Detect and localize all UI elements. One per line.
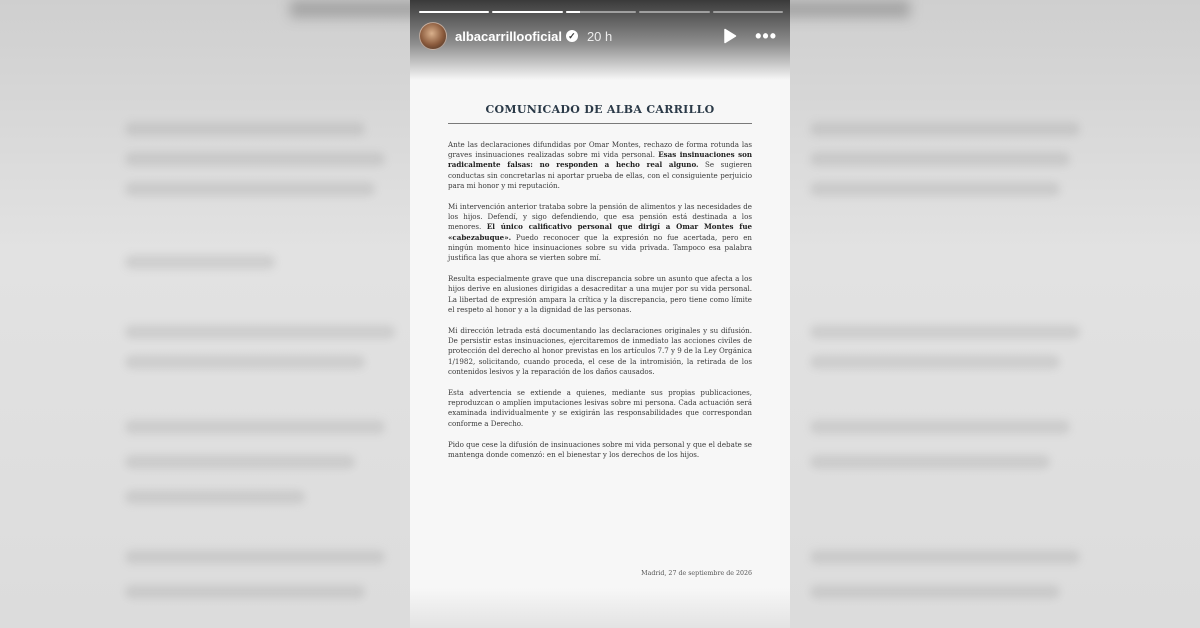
paragraph-bold-text: El único calificativo personal que dirigí a Omar Montes fue «cabezabuque».: [448, 222, 752, 242]
blurred-line: [125, 182, 375, 196]
paragraph: [448, 326, 752, 377]
time-ago: 20 h: [586, 28, 613, 44]
blurred-line: [810, 355, 1060, 369]
progress-fill: [419, 11, 489, 13]
progress-segment: [713, 11, 783, 13]
username[interactable]: albacarrillooficial: [455, 28, 562, 44]
progress-fill: [492, 11, 562, 13]
document-date: Madrid, 27 de septiembre de 2026: [641, 570, 752, 577]
paragraph-bold-text: Esas insinuaciones son radicalmente falsas: no responden a hecho real alguno.: [448, 150, 752, 170]
progress-segment: [492, 11, 562, 13]
paragraph-text: Resulta especialmente grave que una discrepancia sobre un asunto que afecta a los hijos derive en alusiones dirigidas a desacreditar a una mujer por su vida personal. La libertad de expresión ampara la crítica y la discrepancia, pero tiene como límite el respeto al honor y a la dignidad de las personas.: [448, 274, 752, 314]
paragraph-text: Mi dirección letrada está documentando las declaraciones originales y su difusión. De persistir estas insinuaciones, ejercitaremos de inmediato las acciones civiles de protección del derecho al honor previstas en los artículos 7.7 y 9 de la Ley Orgánica 1/1982, solicitando, cuando proceda, el cese de la intromisión, la retirada de los contenidos lesivos y la reparación de los daños causados.: [448, 326, 752, 376]
blurred-line: [810, 122, 1080, 136]
blurred-line: [810, 152, 1070, 166]
play-icon[interactable]: [723, 28, 737, 44]
bottom-fade: [410, 588, 790, 628]
blurred-line: [125, 585, 365, 599]
paragraph-text: Esta advertencia se extiende a quienes, mediante sus propias publicaciones, reproduzcan o amplíen imputaciones lesivas sobre mi persona. Cada actuación será examinada individualmente y se exigirán las responsabilidades que correspondan conforme a Derecho.: [448, 388, 752, 428]
avatar[interactable]: [419, 22, 447, 50]
verified-badge-icon: ✓: [566, 30, 578, 42]
paragraph-text: Ante las declaraciones difundidas por Omar Montes, rechazo de forma rotunda las graves insinuaciones realizadas sobre mi vida personal.: [448, 140, 752, 160]
blurred-line: [810, 420, 1070, 434]
blurred-line: [125, 152, 385, 166]
paragraph-text: Pido que cese la difusión de insinuaciones sobre mi vida personal y que el debate se mantenga donde comenzó: en el bienestar y los derechos de los hijos.: [448, 439, 752, 460]
story-viewer[interactable]: [410, 0, 790, 628]
progress-fill: [566, 11, 580, 13]
progress-segment: [566, 11, 636, 13]
paragraph-text: Se sugieren conductas sin concretarlas ni aportar prueba de ellas, con el consiguiente perjuicio para mi honor y mi reputación.: [448, 160, 753, 190]
blurred-line: [125, 420, 385, 434]
paragraph-text: Mi intervención anterior trataba sobre la pensión de alimentos y las necesidades de los hijos. Defendí, y sigo defendiendo, que esa pensión está destinada a los menores.: [448, 202, 752, 232]
story-progress-bar: [419, 11, 783, 13]
progress-segment: [419, 11, 489, 13]
paragraph: [448, 440, 752, 460]
paragraph: [448, 388, 752, 429]
blurred-line: [810, 325, 1080, 339]
blurred-line: [125, 490, 305, 504]
title-divider: [448, 123, 752, 124]
blurred-line: [810, 550, 1080, 564]
statement-document: [448, 90, 752, 471]
blurred-line: [810, 455, 1050, 469]
more-options-icon[interactable]: •••: [755, 26, 777, 46]
blurred-line: [810, 182, 1060, 196]
blurred-line: [125, 455, 355, 469]
paragraph: [448, 202, 752, 263]
blurred-line: [125, 122, 365, 136]
paragraph-text: Puedo reconocer que la expresión no fue acertada, pero en ningún momento hice insinuaciones sobre su vida privada. Tampoco esa palabra justifica las que ahora se vierten sobre mí.: [448, 232, 752, 263]
story-header: [419, 22, 783, 50]
blurred-line: [810, 585, 1060, 599]
paragraph: [448, 274, 752, 315]
paragraph: [448, 140, 752, 191]
document-title: COMUNICADO DE ALBA CARRILLO: [485, 103, 715, 116]
blurred-line: [125, 355, 365, 369]
blurred-line: [125, 325, 395, 339]
blurred-line: [125, 550, 385, 564]
blurred-line: [125, 255, 275, 269]
progress-segment: [639, 11, 709, 13]
